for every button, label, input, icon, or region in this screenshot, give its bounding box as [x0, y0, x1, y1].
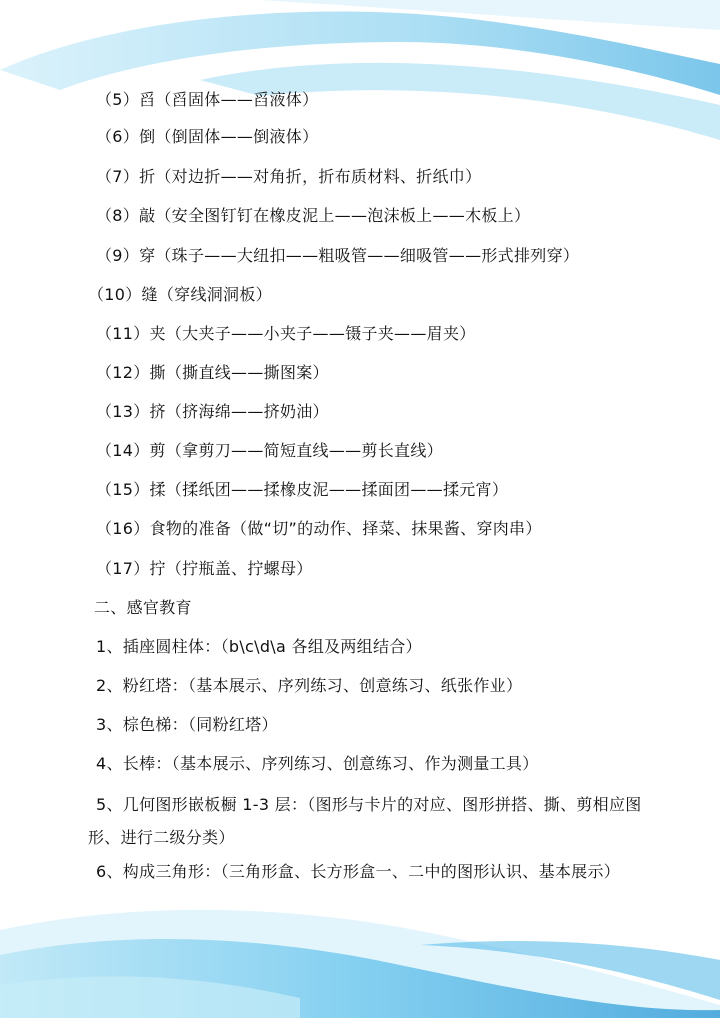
text-line: （6）倒（倒固体——倒液体）: [96, 127, 319, 146]
text-line: （11）夹（大夹子——小夹子——镊子夹——眉夹）: [96, 324, 476, 343]
text-line: （5）舀（舀固体——舀液体）: [96, 90, 319, 109]
text-line: 2、粉红塔：（基本展示、序列练习、创意练习、纸张作业）: [96, 676, 523, 695]
text-line: （13）挤（挤海绵——挤奶油）: [96, 402, 329, 421]
text-line: 1、插座圆柱体：（b\c\d\a 各组及两组结合）: [96, 637, 422, 656]
section-heading: 二、感官教育: [94, 598, 192, 617]
text-paragraph: 6、构成三角形：（三角形盒、长方形盒一、二中的图形认识、基本展示）: [96, 862, 621, 881]
text-line: 3、棕色梯：（同粉红塔）: [96, 715, 278, 734]
text-line: （10）缝（穿线洞洞板）: [88, 285, 272, 304]
text-line: （16）食物的准备（做“切”的动作、择菜、抹果酱、穿肉串）: [96, 519, 542, 538]
text-line: （8）敲（安全图钉钉在橡皮泥上——泡沫板上——木板上）: [96, 206, 531, 225]
text-line: （7）折（对边折——对角折，折布质材料、折纸巾）: [96, 167, 482, 186]
text-line: （14）剪（拿剪刀——简短直线——剪长直线）: [96, 441, 443, 460]
text-paragraph: 5、几何图形嵌板橱 1-3 层：（图形与卡片的对应、图形拼搭、撕、剪相应图形、进行二级分类）: [88, 795, 642, 847]
text-line: （17）拧（拧瓶盖、拧螺母）: [96, 559, 313, 578]
text-line: （15）揉（揉纸团——揉橡皮泥——揉面团——揉元宵）: [96, 480, 509, 499]
text-line: （9）穿（珠子——大纽扣——粗吸管——细吸管——形式排列穿）: [96, 246, 580, 265]
text-line: 4、长棒：（基本展示、序列练习、创意练习、作为测量工具）: [96, 754, 539, 773]
text-line: （12）撕（撕直线——撕图案）: [96, 363, 329, 382]
